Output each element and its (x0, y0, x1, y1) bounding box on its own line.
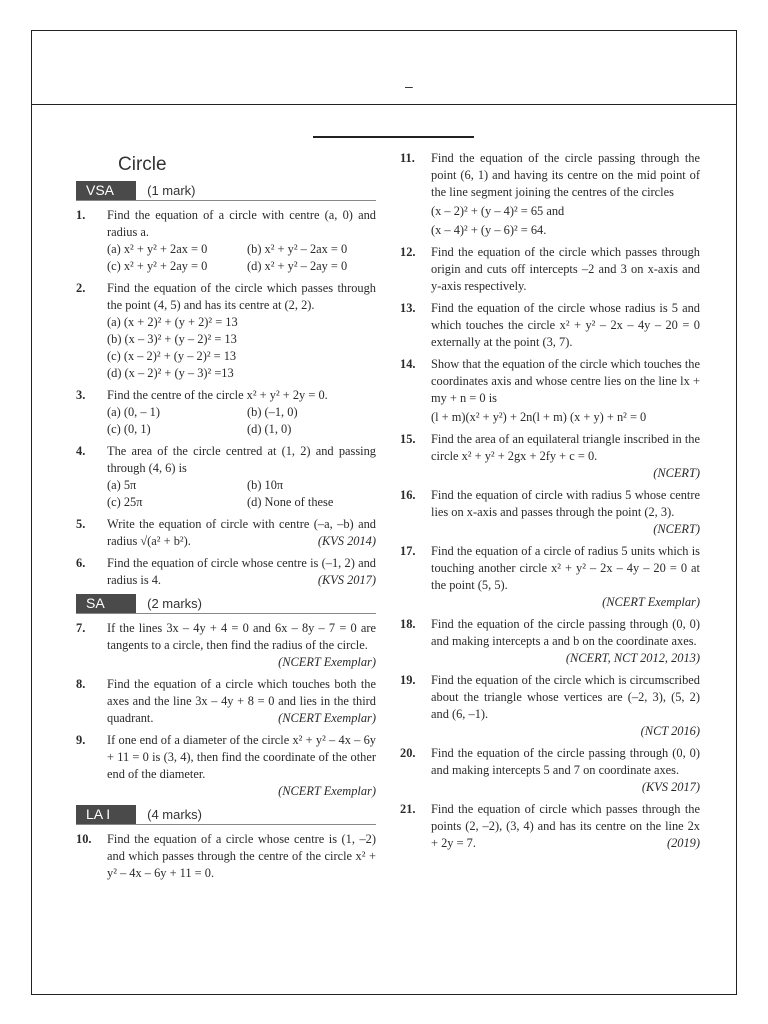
option: (d) x² + y² – 2ay = 0 (247, 259, 348, 273)
question (400, 356, 700, 426)
question-number: 2. (76, 281, 86, 295)
question-text: If one end of a diameter of the circle x² + y² – 4x – 6y + 11 = 0 is (3, 4), then find the coordinate of the other end of the diameter. (107, 733, 376, 781)
question-text: Find the equation of the circle which is circumscribed about the triangle whose vertices are (–2, 3), (5, 2) and (6, –1). (431, 673, 700, 721)
question (400, 672, 700, 740)
section-tag: VSA (76, 181, 136, 200)
question-source: (NCERT Exemplar) (278, 711, 376, 725)
question (400, 300, 700, 351)
question-number: 16. (400, 488, 416, 502)
equation: (x – 2)² + (y – 4)² = 65 and (431, 204, 565, 218)
question-text: Find the equation of the circle which passes through the point (4, 5) and has its centre at (2, 2). (107, 281, 376, 312)
option: (a) (x + 2)² + (y + 2)² = 13 (107, 315, 238, 329)
question-text: Show that the equation of the circle which touches the coordinates axis and whose centre lies on the line lx + my + n = 0 is (431, 357, 700, 405)
question (76, 831, 376, 882)
question-number: 20. (400, 746, 416, 760)
question-text: If the lines 3x – 4y + 4 = 0 and 6x – 8y – 7 = 0 are tangents to a circle, then find the radius of the circle. (107, 621, 376, 652)
question-text: Find the equation of the circle whose radius is 5 and which touches the circle x² + y² – 2x – 4y – 20 = 0 externally at the point (3, 7). (431, 301, 700, 349)
question-number: 8. (76, 677, 86, 691)
question (400, 487, 700, 538)
question-number: 4. (76, 444, 86, 458)
question-number: 11. (400, 151, 415, 165)
header-dash: – (405, 78, 413, 94)
options (107, 404, 376, 438)
question-source: (KVS 2017) (641, 780, 700, 794)
question (76, 280, 376, 382)
question-number: 15. (400, 432, 416, 446)
question (76, 732, 376, 800)
option: (c) (x – 2)² + (y – 2)² = 13 (107, 349, 237, 363)
question (76, 620, 376, 671)
question-text: Write the equation of circle with centre (–a, –b) and radius √(a² + b²). (107, 517, 376, 548)
options (107, 477, 376, 511)
right-column (400, 150, 700, 857)
question (400, 745, 700, 796)
equation: (x – 4)² + (y – 6)² = 64. (431, 223, 547, 237)
question-text: Find the centre of the circle x² + y² + 2y = 0. (107, 388, 328, 402)
option: (b) (–1, 0) (247, 405, 298, 419)
question-text: Find the equation of a circle with centre (a, 0) and radius a. (107, 208, 376, 239)
question-source: (NCERT Exemplar) (602, 595, 700, 609)
question-text: The area of the circle centred at (1, 2) and passing through (4, 6) is (107, 444, 376, 475)
section-tag: LA I (76, 805, 136, 824)
question-text: Find the equation of a circle of radius 5 units which is touching another circle x² + y² – 2x – 4y – 20 = 0 at the point (5, 5). (431, 544, 700, 592)
question-text: Find the equation of the circle passing through the point (6, 1) and having its centre on the mid point of the line segment joining the centres of the circles (431, 151, 700, 199)
question (76, 676, 376, 727)
question-text: Find the equation of the circle passing through (0, 0) and making intercepts a and b on the coordinate axes. (431, 617, 700, 648)
question-text: Find the equation of circle whose centre is (–1, 2) and radius is 4. (107, 556, 376, 587)
question (400, 431, 700, 482)
section-tag: SA (76, 594, 136, 613)
question-number: 3. (76, 388, 86, 402)
question-source: (NCERT) (653, 466, 700, 480)
question (400, 543, 700, 611)
question-source: (NCERT Exemplar) (278, 655, 376, 669)
question-number: 5. (76, 517, 86, 531)
question-number: 13. (400, 301, 416, 315)
header-divider (31, 104, 737, 105)
question (400, 616, 700, 667)
question (76, 207, 376, 275)
question (76, 443, 376, 511)
question-number: 1. (76, 208, 86, 222)
question (400, 150, 700, 239)
question-source: (KVS 2014) (317, 534, 376, 548)
option: (a) 5π (107, 478, 137, 492)
title-rule (313, 136, 474, 138)
option: (a) (0, – 1) (107, 405, 160, 419)
section-marks: (2 marks) (147, 596, 202, 611)
question-source: (NCERT) (653, 522, 700, 536)
option: (c) (0, 1) (107, 422, 151, 436)
section-marks: (4 marks) (147, 807, 202, 822)
option: (b) x² + y² – 2ax = 0 (247, 242, 348, 256)
section-header-vsa (76, 181, 376, 201)
chapter-title: Circle (118, 154, 167, 175)
option: (b) 10π (247, 478, 284, 492)
question-number: 14. (400, 357, 416, 371)
question-number: 18. (400, 617, 416, 631)
question-source: (2019) (666, 836, 700, 850)
section-marks: (1 mark) (147, 183, 196, 198)
question-source: (NCERT, NCT 2012, 2013) (565, 651, 700, 665)
option: (b) (x – 3)² + (y – 2)² = 13 (107, 332, 237, 346)
question-number: 21. (400, 802, 416, 816)
equation: (l + m)(x² + y²) + 2n(l + m) (x + y) + n² = 0 (431, 410, 647, 424)
question-source: (KVS 2017) (317, 573, 376, 587)
question (76, 555, 376, 589)
option: (d) (1, 0) (247, 422, 292, 436)
question-number: 12. (400, 245, 416, 259)
option: (c) 25π (107, 495, 143, 509)
question-number: 17. (400, 544, 416, 558)
question-number: 7. (76, 621, 86, 635)
section-header-la1 (76, 805, 376, 825)
question (76, 387, 376, 438)
question-text: Find the area of an equilateral triangle inscribed in the circle x² + y² + 2gx + 2fy + c = 0. (431, 432, 700, 463)
question (400, 801, 700, 852)
option: (a) x² + y² + 2ax = 0 (107, 242, 208, 256)
option: (d) (x – 2)² + (y – 3)² =13 (107, 366, 234, 380)
question-number: 6. (76, 556, 86, 570)
question (76, 516, 376, 550)
question-source: (NCERT Exemplar) (278, 784, 376, 798)
question-text: Find the equation of a circle which touches both the axes and the line 3x – 4y + 8 = 0 and lies in the third quadrant. (107, 677, 376, 725)
option: (d) None of these (247, 495, 334, 509)
question-number: 9. (76, 733, 86, 747)
question-number: 10. (76, 832, 92, 846)
section-header-sa (76, 594, 376, 614)
question-text: Find the equation of the circle passing through (0, 0) and making intercepts 5 and 7 on coordinate axes. (431, 746, 700, 777)
question (400, 244, 700, 295)
left-column (76, 150, 376, 887)
question-source: (NCT 2016) (640, 724, 700, 738)
question-number: 19. (400, 673, 416, 687)
question-text: Find the equation of a circle whose centre is (1, –2) and which passes through the centre of the circle x² + y² – 4x – 6y + 11 = 0. (107, 832, 376, 880)
question-text: Find the equation of the circle which passes through origin and cuts off intercepts –2 and 3 on x-axis and y-axis respectively. (431, 245, 700, 293)
question-text: Find the equation of circle which passes through the points (2, –2), (3, 4) and has its centre on the line 2x + 2y = 7. (431, 802, 700, 850)
question-text: Find the equation of circle with radius 5 whose centre lies on x-axis and passes through the point (2, 3). (431, 488, 700, 519)
option: (c) x² + y² + 2ay = 0 (107, 259, 208, 273)
options (107, 241, 376, 275)
